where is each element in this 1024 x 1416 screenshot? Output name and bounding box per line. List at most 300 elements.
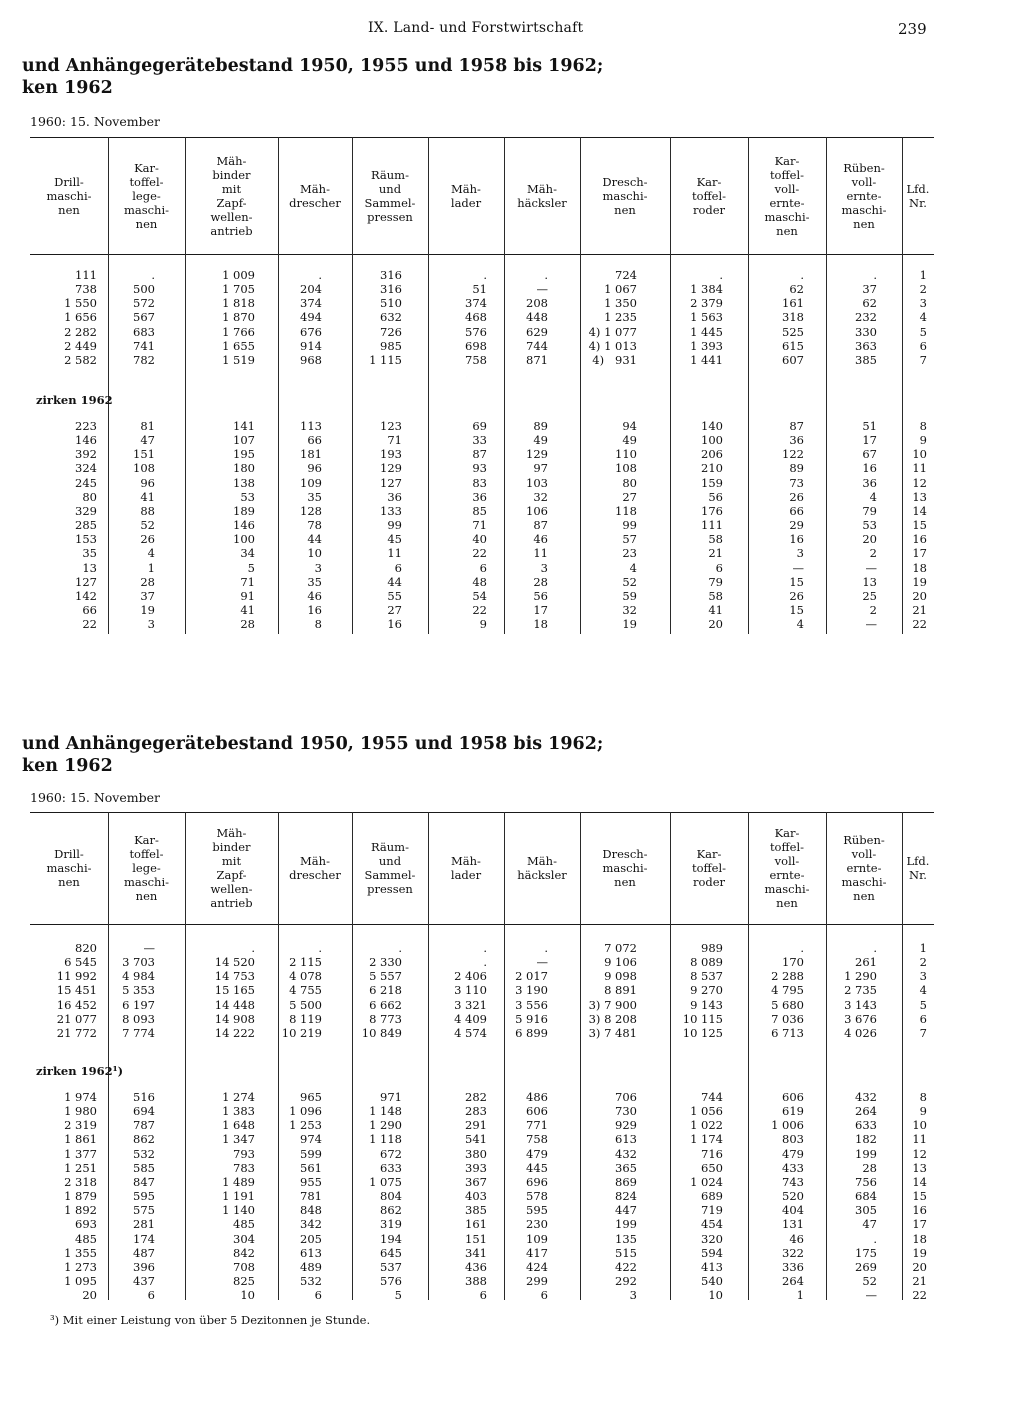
table-date-note: 1960: 15. November	[30, 114, 160, 129]
table-cell: 363	[855, 338, 877, 353]
table-cell: 129	[526, 447, 548, 462]
table-cell: .	[544, 941, 548, 955]
table-cell: 99	[387, 518, 402, 533]
table-cell: 486	[526, 1090, 548, 1104]
table-cell: 374	[465, 296, 487, 311]
table-title: und Anhängegerätebestand 1950, 1955 und 1958 bis 1962;	[22, 734, 604, 754]
table-cell: 2 282	[64, 324, 97, 339]
table-cell: 3	[314, 560, 322, 575]
table-cell: 525	[782, 324, 804, 339]
table-cell: 180	[233, 461, 255, 476]
table-cell: 537	[380, 1259, 402, 1274]
row-number: 21	[912, 602, 927, 617]
table-cell: 28	[140, 574, 155, 589]
column-header: Mäh- häcksler	[517, 181, 567, 210]
table-cell: 15	[789, 574, 804, 589]
table-cell: 161	[465, 1217, 487, 1232]
table-cell: 1 253	[289, 1118, 322, 1133]
table-cell: 1 355	[64, 1245, 97, 1260]
table-cell: —	[536, 955, 548, 970]
table-cell: 9 143	[690, 997, 723, 1012]
table-cell: 1 489	[222, 1174, 255, 1189]
table-cell: 142	[75, 588, 97, 603]
table-cell: 32	[533, 489, 548, 504]
table-cell: 36	[862, 475, 877, 490]
table-cell: 81	[140, 419, 155, 433]
table-cell: 1 191	[222, 1189, 255, 1204]
table-cell: 532	[300, 1273, 322, 1288]
table-top-rule	[30, 812, 934, 813]
table-cell: 269	[855, 1259, 877, 1274]
table-cell: 2 319	[64, 1118, 97, 1133]
table-cell: 6 662	[369, 997, 402, 1012]
table-cell: 1 024	[690, 1174, 723, 1189]
table-cell: 2 330	[369, 955, 402, 970]
table-cell: .	[151, 268, 155, 282]
table-cell: 1 350	[604, 296, 637, 311]
table-cell: 771	[526, 1118, 548, 1133]
table-cell: 468	[465, 310, 487, 325]
table-cell: 27	[387, 602, 402, 617]
table-cell: 71	[387, 433, 402, 448]
table-cell: 80	[622, 475, 637, 490]
row-number: 6	[919, 338, 927, 353]
table-cell: 66	[789, 503, 804, 518]
table-cell: 54	[472, 588, 487, 603]
table-cell: 6	[147, 1288, 155, 1303]
table-cell: 44	[307, 532, 322, 547]
row-number: 8	[919, 1090, 927, 1104]
table-cell: 46	[533, 532, 548, 547]
row-number: 15	[912, 518, 927, 533]
table-cell: 264	[782, 1273, 804, 1288]
table-cell: 174	[133, 1231, 155, 1246]
table-cell: .	[544, 268, 548, 282]
table-cell: 10 849	[361, 1025, 402, 1040]
table-cell: 494	[300, 310, 322, 325]
table-cell: 520	[782, 1189, 804, 1204]
table-cell: 170	[782, 955, 804, 970]
table-cell: 7 774	[122, 1025, 155, 1040]
table-cell: 26	[140, 532, 155, 547]
table-cell: 1 445	[690, 324, 723, 339]
table-cell: 28	[240, 617, 255, 632]
table-cell: 417	[526, 1245, 548, 1260]
table-cell: 51	[472, 282, 487, 297]
table-cell: 128	[300, 503, 322, 518]
table-cell: 716	[701, 1146, 723, 1161]
table-cell: 1 648	[222, 1118, 255, 1133]
table-cell: 971	[380, 1090, 402, 1104]
table-cell: 15	[789, 602, 804, 617]
table-cell: 195	[233, 447, 255, 462]
table-cell: 27	[622, 489, 637, 504]
table-cell: 13	[82, 560, 97, 575]
table-cell: 41	[240, 602, 255, 617]
table-cell: 676	[300, 324, 322, 339]
table-cell: 21 077	[56, 1011, 97, 1026]
table-cell: 20	[862, 532, 877, 547]
table-cell: 45	[387, 532, 402, 547]
table-cell: 118	[615, 503, 637, 518]
table-cell: 106	[526, 503, 548, 518]
table-cell: 2 115	[289, 955, 322, 970]
table-cell: 3) 7 481	[588, 1025, 637, 1040]
table-cell: 29	[789, 518, 804, 533]
table-cell: 18	[533, 617, 548, 632]
table-cell: 1 006	[771, 1118, 804, 1133]
table-cell: 96	[307, 461, 322, 476]
column-header: Mäh- lader	[450, 854, 482, 882]
table-cell: 33	[472, 433, 487, 448]
table-cell: 4) 1 013	[588, 338, 637, 353]
row-number: 1	[919, 941, 927, 955]
table-cell: .	[873, 941, 877, 955]
table-cell: 6	[715, 560, 723, 575]
table-cell: .	[873, 1231, 877, 1246]
table-cell: 87	[472, 447, 487, 462]
table-cell: 633	[855, 1118, 877, 1133]
table-cell: 572	[133, 296, 155, 311]
table-cell: 97	[533, 461, 548, 476]
table-cell: 1 095	[64, 1273, 97, 1288]
table-cell: 80	[82, 489, 97, 504]
table-cell: 17	[533, 602, 548, 617]
column-header: Mäh- binder mit Zapf- wellen- antrieb	[210, 826, 253, 910]
table-cell: 19	[622, 617, 637, 632]
table-cell: 862	[380, 1203, 402, 1218]
table-cell: 1 974	[64, 1090, 97, 1104]
table-cell: 9 106	[604, 955, 637, 970]
table-cell: 613	[615, 1132, 637, 1147]
table-cell: 2	[869, 546, 877, 561]
table-cell: 99	[622, 518, 637, 533]
row-number: 5	[919, 324, 927, 339]
table-cell: 804	[380, 1189, 402, 1204]
table-cell: 146	[75, 433, 97, 448]
column-header: Drill- maschi- nen	[46, 847, 92, 889]
table-cell: 516	[133, 1090, 155, 1104]
table-cell: 282	[465, 1090, 487, 1104]
table-cell: 111	[75, 268, 97, 282]
table-cell: 445	[526, 1160, 548, 1175]
group-label: zirken 1962¹)	[36, 1064, 124, 1078]
table-cell: 6	[314, 1288, 322, 1303]
table-cell: 53	[240, 489, 255, 504]
table-cell: 199	[615, 1217, 637, 1232]
table-cell: 448	[526, 310, 548, 325]
table-cell: 36	[472, 489, 487, 504]
table-cell: 4 755	[289, 983, 322, 998]
table-cell: —	[865, 617, 877, 632]
footnote: ³) Mit einer Leistung von über 5 Dezitonnen je Stunde.	[50, 1313, 371, 1327]
table-cell: 8 891	[604, 983, 637, 998]
table-cell: 16	[862, 461, 877, 476]
row-number: 9	[919, 1104, 927, 1119]
table-cell: 67	[862, 447, 877, 462]
table-cell: 5	[247, 560, 255, 575]
table-cell: 576	[380, 1273, 402, 1288]
row-number: 1	[919, 268, 927, 282]
column-header: Kar- toffel- voll- ernte- maschi- nen	[764, 153, 810, 238]
table-cell: 109	[526, 1231, 548, 1246]
row-number: 3	[919, 969, 927, 984]
table-cell: 4 795	[771, 983, 804, 998]
table-cell: 199	[855, 1146, 877, 1161]
row-number: 21	[912, 1273, 927, 1288]
table-cell: 6	[540, 1288, 548, 1303]
table-cell: 107	[233, 433, 255, 448]
column-header: Drill- maschi- nen	[46, 174, 92, 217]
table-cell: 1 861	[64, 1132, 97, 1147]
table-cell: 341	[465, 1245, 487, 1260]
table-cell: 4) 1 077	[588, 324, 637, 339]
table-cell: 567	[133, 310, 155, 325]
table-cell: 380	[465, 1146, 487, 1161]
table-cell: 489	[300, 1259, 322, 1274]
table-cell: 726	[380, 324, 402, 339]
table-cell: 140	[701, 419, 723, 433]
table-cell: 285	[75, 518, 97, 533]
table-cell: 5 557	[369, 969, 402, 984]
row-number: 13	[912, 1160, 927, 1175]
table-cell: 66	[307, 433, 322, 448]
table-cell: 46	[307, 588, 322, 603]
table-cell: 48	[472, 574, 487, 589]
table-cell: 487	[133, 1245, 155, 1260]
table-cell: 595	[526, 1203, 548, 1218]
table-cell: 1 075	[369, 1174, 402, 1189]
table-cell: 393	[465, 1160, 487, 1175]
header-bottom-rule	[30, 924, 934, 925]
table-cell: 8 773	[369, 1011, 402, 1026]
row-number: 9	[919, 433, 927, 448]
table-cell: 433	[782, 1160, 804, 1175]
table-cell: 11	[387, 546, 402, 561]
table-cell: 741	[133, 338, 155, 353]
table-cell: 206	[701, 447, 723, 462]
table-cell: 515	[615, 1245, 637, 1260]
table-cell: 316	[380, 268, 402, 282]
table-cell: 5 916	[515, 1011, 548, 1026]
table-cell: 26	[789, 588, 804, 603]
table-cell: 632	[380, 310, 402, 325]
header-bottom-rule	[30, 254, 934, 255]
table-cell: 122	[782, 447, 804, 462]
table-cell: 123	[380, 419, 402, 433]
table-cell: 1 115	[369, 352, 402, 367]
table-cell: 28	[862, 1160, 877, 1175]
table-cell: 606	[526, 1104, 548, 1119]
table-cell: 109	[300, 475, 322, 490]
table-cell: 58	[708, 532, 723, 547]
table-cell: 3 676	[844, 1011, 877, 1026]
table-cell: 454	[701, 1217, 723, 1232]
table-cell: 3 110	[454, 983, 487, 998]
table-cell: 89	[789, 461, 804, 476]
table-cell: 182	[855, 1132, 877, 1147]
table-cell: 1 056	[690, 1104, 723, 1119]
table-cell: 758	[465, 352, 487, 367]
table-cell: 135	[615, 1231, 637, 1246]
table-cell: 55	[387, 588, 402, 603]
row-number: 12	[912, 475, 927, 490]
table-cell: 22	[472, 602, 487, 617]
table-cell: .	[483, 268, 487, 282]
row-number: 2	[919, 282, 927, 297]
table-cell: 232	[855, 310, 877, 325]
table-cell: 9 270	[690, 983, 723, 998]
table-cell: 56	[533, 588, 548, 603]
table-cell: 4 574	[454, 1025, 487, 1040]
table-cell: 320	[701, 1231, 723, 1246]
row-number: 18	[912, 560, 927, 575]
column-header: Mäh- drescher	[289, 181, 341, 210]
table-cell: 1 383	[222, 1104, 255, 1119]
table-cell: 22	[472, 546, 487, 561]
table-cell: 424	[526, 1259, 548, 1274]
table-cell: 367	[465, 1174, 487, 1189]
table-cell: 787	[133, 1118, 155, 1133]
table-cell: 2 379	[690, 296, 723, 311]
table-cell: .	[800, 941, 804, 955]
table-cell: 21	[708, 546, 723, 561]
row-number: 22	[912, 617, 927, 632]
table-cell: 595	[133, 1189, 155, 1204]
table-cell: 4	[147, 546, 155, 561]
table-cell: 35	[82, 546, 97, 561]
table-cell: 606	[782, 1090, 804, 1104]
table-cell: 41	[708, 602, 723, 617]
table-cell: 4 984	[122, 969, 155, 984]
table-cell: 403	[465, 1189, 487, 1204]
table-cell: 138	[233, 475, 255, 490]
table-cell: 5 680	[771, 997, 804, 1012]
table-cell: 10 125	[682, 1025, 723, 1040]
table-cell: 413	[701, 1259, 723, 1274]
table-cell: 87	[789, 419, 804, 433]
table-cell: 245	[75, 475, 97, 490]
table-cell: 374	[300, 296, 322, 311]
table-cell: 436	[465, 1259, 487, 1274]
table-title-continued: ken 1962	[22, 78, 113, 98]
table-cell: 485	[233, 1217, 255, 1232]
row-number: 2	[919, 955, 927, 970]
table-cell: 22	[82, 617, 97, 632]
table-cell: 500	[133, 282, 155, 297]
table-cell: 793	[233, 1146, 255, 1161]
table-cell: 1 118	[369, 1132, 402, 1147]
table-cell: 103	[526, 475, 548, 490]
row-number: 15	[912, 1189, 927, 1204]
table-cell: 1 892	[64, 1203, 97, 1218]
table-cell: .	[318, 941, 322, 955]
table-cell: 684	[855, 1189, 877, 1204]
table-cell: 532	[133, 1146, 155, 1161]
table-cell: 129	[380, 461, 402, 476]
table-cell: 66	[82, 602, 97, 617]
table-cell: 111	[701, 518, 723, 533]
column-header: Mäh- drescher	[289, 854, 341, 882]
table-cell: 1	[796, 1288, 804, 1303]
table-top-rule	[30, 137, 934, 138]
table-cell: 2 582	[64, 352, 97, 367]
table-cell: 3) 8 208	[588, 1011, 637, 1026]
table-cell: 151	[133, 447, 155, 462]
row-number: 10	[912, 447, 927, 462]
table-cell: 1 022	[690, 1118, 723, 1133]
table-cell: 485	[75, 1231, 97, 1246]
table-cell: —	[865, 560, 877, 575]
table-cell: 141	[233, 419, 255, 433]
table-cell: 437	[133, 1273, 155, 1288]
table-cell: 16	[307, 602, 322, 617]
table-cell: 824	[615, 1189, 637, 1204]
row-number: 22	[912, 1288, 927, 1303]
row-number: 5	[919, 997, 927, 1012]
table-cell: 113	[300, 419, 322, 433]
table-cell: 1 377	[64, 1146, 97, 1161]
table-cell: 10 219	[281, 1025, 322, 1040]
table-cell: 319	[380, 1217, 402, 1232]
table-cell: 16 452	[56, 997, 97, 1012]
table-cell: 59	[622, 588, 637, 603]
table-cell: 1 274	[222, 1090, 255, 1104]
row-number: 14	[912, 1174, 927, 1189]
row-number: 7	[919, 352, 927, 367]
table-cell: 738	[75, 282, 97, 297]
table-date-note: 1960: 15. November	[30, 790, 160, 805]
table-cell: 422	[615, 1259, 637, 1274]
table-cell: 6 899	[515, 1025, 548, 1040]
table-cell: 83	[472, 475, 487, 490]
row-number: 4	[919, 983, 927, 998]
column-header: Dresch- maschi- nen	[602, 847, 648, 889]
table-cell: 19	[140, 602, 155, 617]
row-number: 12	[912, 1146, 927, 1161]
table-cell: 330	[855, 324, 877, 339]
table-cell: 32	[622, 602, 637, 617]
table-cell: 1 766	[222, 324, 255, 339]
table-cell: 1 251	[64, 1160, 97, 1175]
table-cell: —	[865, 1288, 877, 1303]
table-cell: 4 409	[454, 1011, 487, 1026]
table-cell: 329	[75, 503, 97, 518]
table-cell: 57	[622, 532, 637, 547]
table-cell: 781	[300, 1189, 322, 1204]
table-cell: 1 870	[222, 310, 255, 325]
row-number: 20	[912, 588, 927, 603]
table-cell: 58	[708, 588, 723, 603]
table-cell: 1 656	[64, 310, 97, 325]
table-cell: 4 026	[844, 1025, 877, 1040]
table-cell: 73	[789, 475, 804, 490]
table-cell: 10 115	[682, 1011, 723, 1026]
table-cell: 94	[622, 419, 637, 433]
column-header: Mäh- häcksler	[517, 854, 567, 882]
column-header: Kar- toffel- lege- maschi- nen	[123, 160, 170, 231]
table-cell: 204	[300, 282, 322, 297]
table-cell: 52	[622, 574, 637, 589]
table-cell: 291	[465, 1118, 487, 1133]
table-cell: 3 190	[515, 983, 548, 998]
table-cell: 34	[240, 546, 255, 561]
table-cell: 62	[789, 282, 804, 297]
table-cell: 965	[300, 1090, 322, 1104]
table-cell: 46	[789, 1231, 804, 1246]
table-cell: 14 520	[214, 955, 255, 970]
table-cell: 3) 7 900	[588, 997, 637, 1012]
